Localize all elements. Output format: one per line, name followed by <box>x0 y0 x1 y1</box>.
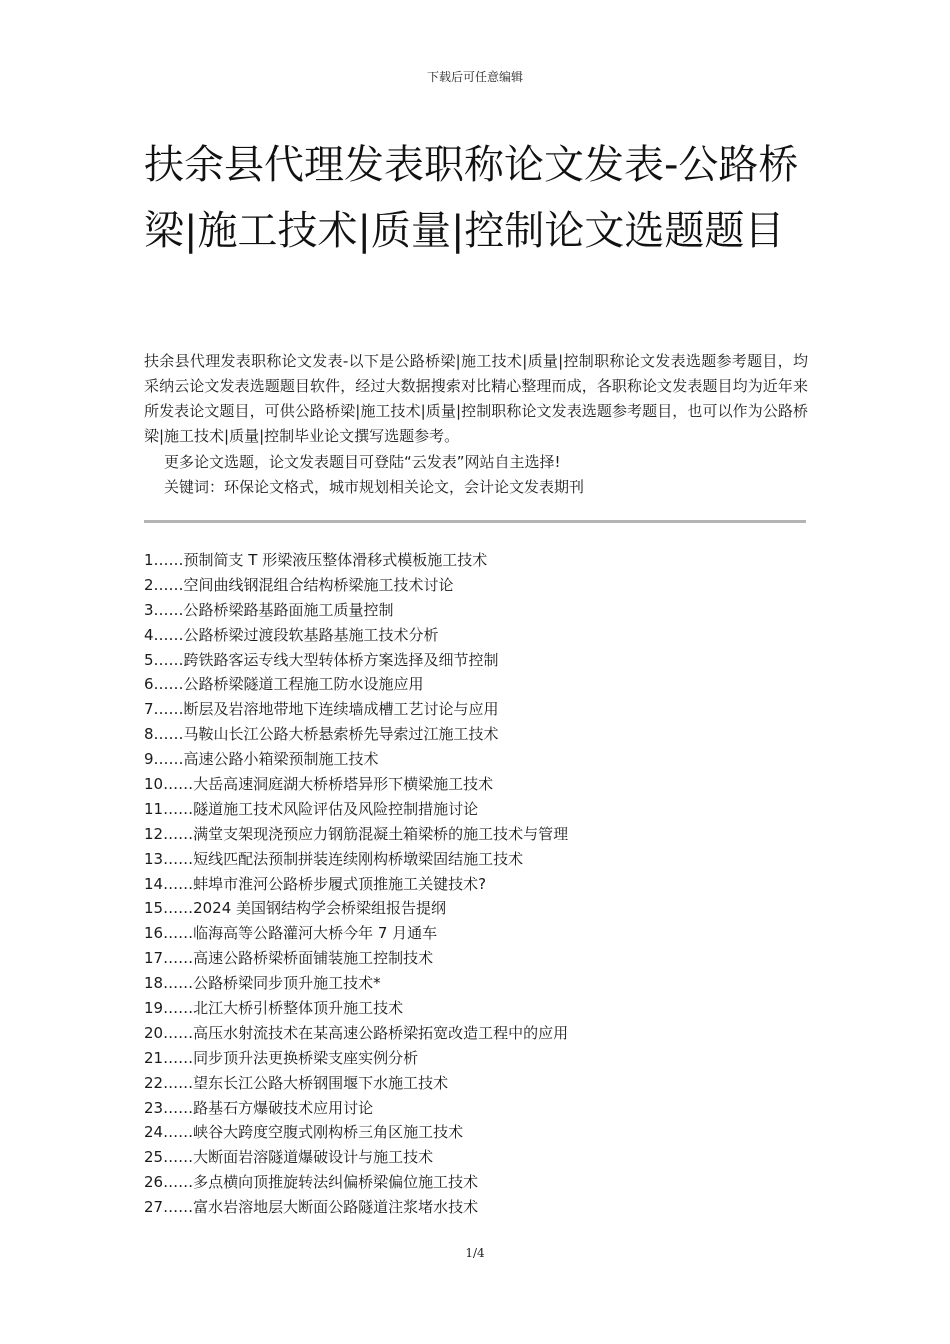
list-item: 2……空间曲线钢混组合结构桥梁施工技术讨论 <box>144 575 454 594</box>
list-item: 14……蚌埠市淮河公路桥步履式顶推施工关键技术? <box>144 874 487 893</box>
list-item: 23……路基石方爆破技术应用讨论 <box>144 1098 374 1117</box>
header-note: 下载后可任意编辑 <box>426 70 523 84</box>
list-item: 13……短线匹配法预制拼装连续刚构桥墩梁固结施工技术 <box>144 849 524 868</box>
list-item: 12……满堂支架现浇预应力钢筋混凝土箱梁桥的施工技术与管理 <box>144 824 569 843</box>
list-item: 20……高压水射流技术在某高速公路桥梁拓宽改造工程中的应用 <box>144 1023 569 1042</box>
list-item: 19……北江大桥引桥整体顶升施工技术 <box>144 999 404 1018</box>
list-item: 9……高速公路小箱梁预制施工技术 <box>144 750 379 769</box>
list-item: 24……峡谷大跨度空腹式刚构桥三角区施工技术 <box>144 1123 464 1142</box>
page-number: 1/4 <box>465 1246 485 1260</box>
intro-paragraph: 扶余县代理发表职称论文发表-以下是公路桥梁|施工技术|质量|控制职称论文发表选题参考题目，均采纳云论文发表选题题目软件，经过大数据搜索对比精心整理而成，各职称论文发表题目均为近年来所发表论文题目，可供公路桥梁|施工技术|质量|控制职称论文发表选题参考题目，也可以作为公路桥梁|施工技术|质量|控制毕业论文撰写选题参考。 <box>144 352 808 445</box>
topic-list <box>144 548 808 1220</box>
list-item: 25……大断面岩溶隧道爆破设计与施工技术 <box>144 1148 434 1167</box>
keywords-line: 关键词：环保论文格式，城市规划相关论文，会计论文发表期刊 <box>164 478 585 496</box>
list-item: 10……大岳高速洞庭湖大桥桥塔异形下横梁施工技术 <box>144 775 494 794</box>
list-item: 3……公路桥梁路基路面施工质量控制 <box>144 600 394 619</box>
list-item: 27……富水岩溶地层大断面公路隧道注浆堵水技术 <box>144 1198 479 1217</box>
list-item: 11……隧道施工技术风险评估及风险控制措施讨论 <box>144 799 479 818</box>
list-item: 16……临海高等公路灌河大桥今年 7 月通车 <box>144 924 438 943</box>
list-item: 8……马鞍山长江公路大桥悬索桥先导索过江施工技术 <box>144 725 499 744</box>
section-divider <box>144 520 806 523</box>
list-item: 22……望东长江公路大桥钢围堰下水施工技术 <box>144 1073 449 1092</box>
list-item: 5……跨铁路客运专线大型转体桥方案选择及细节控制 <box>144 650 499 669</box>
more-topics-line: 更多论文选题，论文发表题目可登陆“云发表”网站自主选择! <box>164 453 561 471</box>
document-title: 扶余县代理发表职称论文发表-公路桥梁|施工技术|质量|控制论文选题题目 <box>144 142 799 254</box>
list-item: 21……同步顶升法更换桥梁支座实例分析 <box>144 1048 419 1067</box>
list-item: 4……公路桥梁过渡段软基路基施工技术分析 <box>144 625 439 644</box>
list-item: 17……高速公路桥梁桥面铺装施工控制技术 <box>144 949 434 968</box>
list-item: 26……多点横向顶推旋转法纠偏桥梁偏位施工技术 <box>144 1173 479 1192</box>
list-item: 15……2024 美国钢结构学会桥梁组报告提纲 <box>144 899 447 918</box>
list-item: 1……预制简支 T 形梁液压整体滑移式模板施工技术 <box>144 551 488 569</box>
list-item: 18……公路桥梁同步顶升施工技术* <box>144 974 381 993</box>
list-item: 6……公路桥梁隧道工程施工防水设施应用 <box>144 675 424 694</box>
list-item: 7……断层及岩溶地带地下连续墙成槽工艺讨论与应用 <box>144 700 499 719</box>
